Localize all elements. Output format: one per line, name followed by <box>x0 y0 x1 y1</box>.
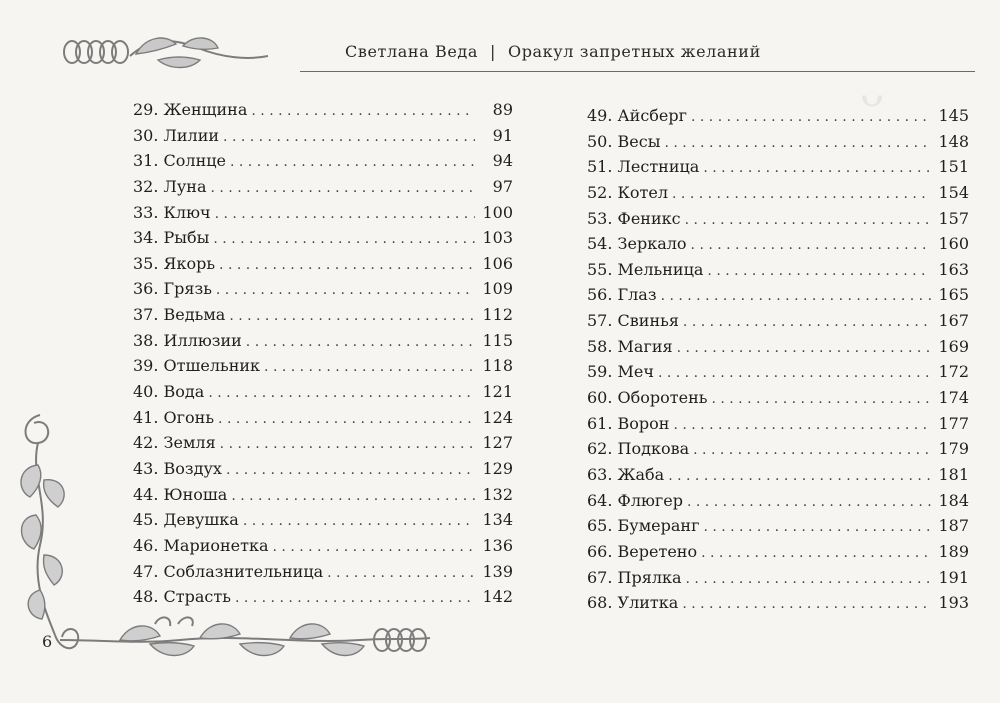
toc-entry <box>133 148 513 174</box>
toc-entry-page: 187 <box>938 516 969 536</box>
toc-entry-title: 54. Зеркало <box>587 234 687 254</box>
toc-entry-page: 112 <box>482 305 513 325</box>
toc-entry-title: 35. Якорь <box>133 253 216 273</box>
toc-entry-title: 38. Иллюзии <box>133 330 242 350</box>
leader-dots <box>682 592 931 618</box>
toc-entry-page: 191 <box>938 567 969 587</box>
toc-entry-title: 44. Юноша <box>133 484 228 504</box>
toc-entry <box>133 251 513 277</box>
toc-entry-title: 59. Меч <box>587 362 654 382</box>
toc-entry <box>587 231 969 257</box>
leader-dots <box>686 567 931 593</box>
toc-entry-page: 106 <box>482 253 513 273</box>
toc-entry-page: 94 <box>492 151 513 171</box>
toc-entry-title: 68. Улитка <box>587 593 679 613</box>
leader-dots <box>668 464 931 490</box>
toc-entry <box>133 559 513 585</box>
toc-entry <box>587 385 969 411</box>
toc-entry-title: 34. Рыбы <box>133 228 210 248</box>
toc-entry <box>587 334 969 360</box>
toc-entry-title: 42. Земля <box>133 433 216 453</box>
toc-entry-page: 167 <box>938 311 969 331</box>
leader-dots <box>703 515 931 541</box>
leader-dots <box>220 432 475 458</box>
leader-dots <box>658 361 931 387</box>
toc-entry-page: 134 <box>482 510 513 530</box>
toc-entry <box>587 436 969 462</box>
toc-entry <box>133 430 513 456</box>
page-number: 6 <box>42 632 53 651</box>
toc-entry <box>133 276 513 302</box>
leader-dots <box>230 150 475 176</box>
toc-entry-page: 172 <box>938 362 969 382</box>
toc-entry <box>587 539 969 565</box>
toc-entry-page: 145 <box>938 106 969 125</box>
toc-entry-page: 100 <box>482 202 513 222</box>
toc-entry-page: 193 <box>938 593 969 613</box>
toc-entry-title: 36. Грязь <box>133 279 212 299</box>
toc-entry-page: 184 <box>938 490 969 510</box>
toc-entry <box>587 488 969 514</box>
toc-entry-title: 58. Магия <box>587 336 673 356</box>
toc-entry-title: 30. Лилии <box>133 125 220 145</box>
leader-dots <box>711 387 931 413</box>
leader-dots <box>246 330 475 356</box>
toc-entry <box>587 513 969 539</box>
leader-dots <box>211 176 476 202</box>
toc-entry <box>133 200 513 226</box>
toc-entry <box>133 174 513 200</box>
toc-entry <box>587 359 969 385</box>
leader-dots <box>235 586 475 612</box>
toc-entry <box>587 257 969 283</box>
toc-entry-title: 53. Феникс <box>587 208 681 228</box>
leader-dots <box>229 304 475 330</box>
leader-dots <box>707 259 931 285</box>
toc-entry-page: 129 <box>482 458 513 478</box>
toc-entry-page: 136 <box>482 535 513 555</box>
toc-entry <box>133 405 513 431</box>
leader-dots <box>701 541 931 567</box>
toc-entry <box>587 565 969 591</box>
header-vine-ornament <box>58 30 338 78</box>
toc-entry-title: 51. Лестница <box>587 157 700 177</box>
toc-entry <box>133 379 513 405</box>
leader-dots <box>218 407 475 433</box>
toc-entry <box>133 533 513 559</box>
leader-dots <box>223 125 475 151</box>
toc-entry <box>587 411 969 437</box>
header-author: Светлана Веда <box>345 42 478 61</box>
toc-entry <box>133 225 513 251</box>
leader-dots <box>273 535 475 561</box>
toc-entry-title: 33. Ключ <box>133 202 211 222</box>
leader-dots <box>264 355 475 381</box>
toc-entry-title: 55. Мельница <box>587 259 704 279</box>
toc-entry <box>133 353 513 379</box>
toc-entry <box>587 590 969 616</box>
leader-dots <box>672 182 931 208</box>
toc-entry-page: 151 <box>938 157 969 177</box>
toc-entry-title: 31. Солнце <box>133 151 226 171</box>
toc-entry-title: 62. Подкова <box>587 439 690 459</box>
toc-entry-title: 49. Айсберг <box>587 106 687 125</box>
leader-dots <box>215 202 475 228</box>
toc-entry-page: 174 <box>938 388 969 408</box>
leader-dots <box>677 336 931 362</box>
toc-entry-title: 41. Огонь <box>133 407 215 427</box>
toc-entry <box>133 123 513 149</box>
toc-column-left <box>133 97 513 610</box>
toc-entry-page: 91 <box>492 125 513 145</box>
toc-entry-page: 89 <box>492 100 513 119</box>
header-separator: | <box>489 42 496 61</box>
leader-dots <box>673 413 931 439</box>
toc-entry <box>587 154 969 180</box>
toc-entry-title: 50. Весы <box>587 131 661 151</box>
toc-entry-title: 37. Ведьма <box>133 305 226 325</box>
toc-entry-page: 109 <box>482 279 513 299</box>
bleed-through-decoration: ᴗ <box>860 70 885 116</box>
toc-entry <box>587 462 969 488</box>
leader-dots <box>219 253 475 279</box>
toc-entry-title: 39. Отшельник <box>133 356 261 376</box>
toc-entry <box>133 584 513 610</box>
leader-dots <box>243 509 475 535</box>
toc-entry-title: 32. Луна <box>133 176 207 196</box>
running-header <box>345 42 761 61</box>
toc-entry <box>587 103 969 129</box>
toc-entry-page: 165 <box>938 285 969 305</box>
toc-entry-page: 97 <box>492 176 513 196</box>
toc-entry-title: 56. Глаз <box>587 285 657 305</box>
toc-entry <box>133 482 513 508</box>
leader-dots <box>216 278 475 304</box>
leader-dots <box>691 105 931 131</box>
toc-entry-page: 154 <box>938 182 969 202</box>
leader-dots <box>683 310 931 336</box>
bottom-vine-ornament <box>60 610 440 680</box>
toc-entry <box>587 282 969 308</box>
toc-entry-page: 160 <box>938 234 969 254</box>
toc-entry-page: 177 <box>938 413 969 433</box>
toc-entry-title: 61. Ворон <box>587 413 670 433</box>
toc-entry <box>587 308 969 334</box>
toc-entry-page: 103 <box>482 228 513 248</box>
leader-dots <box>691 233 931 259</box>
toc-entry-page: 163 <box>938 259 969 279</box>
toc-entry-title: 47. Соблазнительница <box>133 561 324 581</box>
leader-dots <box>226 458 475 484</box>
toc-entry-page: 142 <box>482 587 513 607</box>
toc-entry-page: 121 <box>482 382 513 402</box>
toc-entry-page: 124 <box>482 407 513 427</box>
toc-entry <box>133 302 513 328</box>
toc-entry-title: 67. Прялка <box>587 567 682 587</box>
leader-dots <box>693 438 931 464</box>
toc-entry-page: 139 <box>482 561 513 581</box>
leader-dots <box>664 131 931 157</box>
toc-entry-page: 115 <box>482 330 513 350</box>
toc-entry-page: 189 <box>938 541 969 561</box>
toc-entry-page: 127 <box>482 433 513 453</box>
leader-dots <box>251 99 475 125</box>
toc-entry-title: 63. Жаба <box>587 464 665 484</box>
leader-dots <box>213 227 475 253</box>
toc-entry-page: 181 <box>938 464 969 484</box>
toc-entry-title: 66. Веретено <box>587 541 698 561</box>
toc-entry-page: 169 <box>938 336 969 356</box>
toc-entry-title: 48. Страсть <box>133 587 231 607</box>
toc-entry-title: 64. Флюгер <box>587 490 683 510</box>
leader-dots <box>661 284 931 310</box>
toc-entry <box>133 507 513 533</box>
toc-entry-title: 46. Марионетка <box>133 535 269 555</box>
leader-dots <box>703 156 931 182</box>
toc-entry-title: 43. Воздух <box>133 458 222 478</box>
toc-entry-title: 52. Котел <box>587 182 669 202</box>
toc-entry-page: 118 <box>482 356 513 376</box>
toc-entry-page: 148 <box>938 131 969 151</box>
toc-entry <box>587 206 969 232</box>
toc-entry <box>133 328 513 354</box>
toc-entry-title: 65. Бумеранг <box>587 516 700 536</box>
toc-column-right <box>587 103 969 616</box>
toc-entry-title: 45. Девушка <box>133 510 239 530</box>
toc-entry <box>587 180 969 206</box>
toc-entry-title: 29. Женщина <box>133 100 248 119</box>
leader-dots <box>685 208 931 234</box>
leader-dots <box>208 381 475 407</box>
leader-dots <box>687 490 931 516</box>
leader-dots <box>231 484 475 510</box>
toc-entry-title: 57. Свинья <box>587 311 679 331</box>
leader-dots <box>327 561 475 587</box>
toc-entry <box>133 97 513 123</box>
header-book-title: Оракул запретных желаний <box>507 42 761 61</box>
toc-entry-page: 179 <box>938 439 969 459</box>
toc-entry-page: 157 <box>938 208 969 228</box>
toc-entry-page: 132 <box>482 484 513 504</box>
toc-entry <box>133 456 513 482</box>
toc-entry <box>587 129 969 155</box>
toc-entry-title: 60. Оборотень <box>587 388 708 408</box>
toc-entry-title: 40. Вода <box>133 382 205 402</box>
